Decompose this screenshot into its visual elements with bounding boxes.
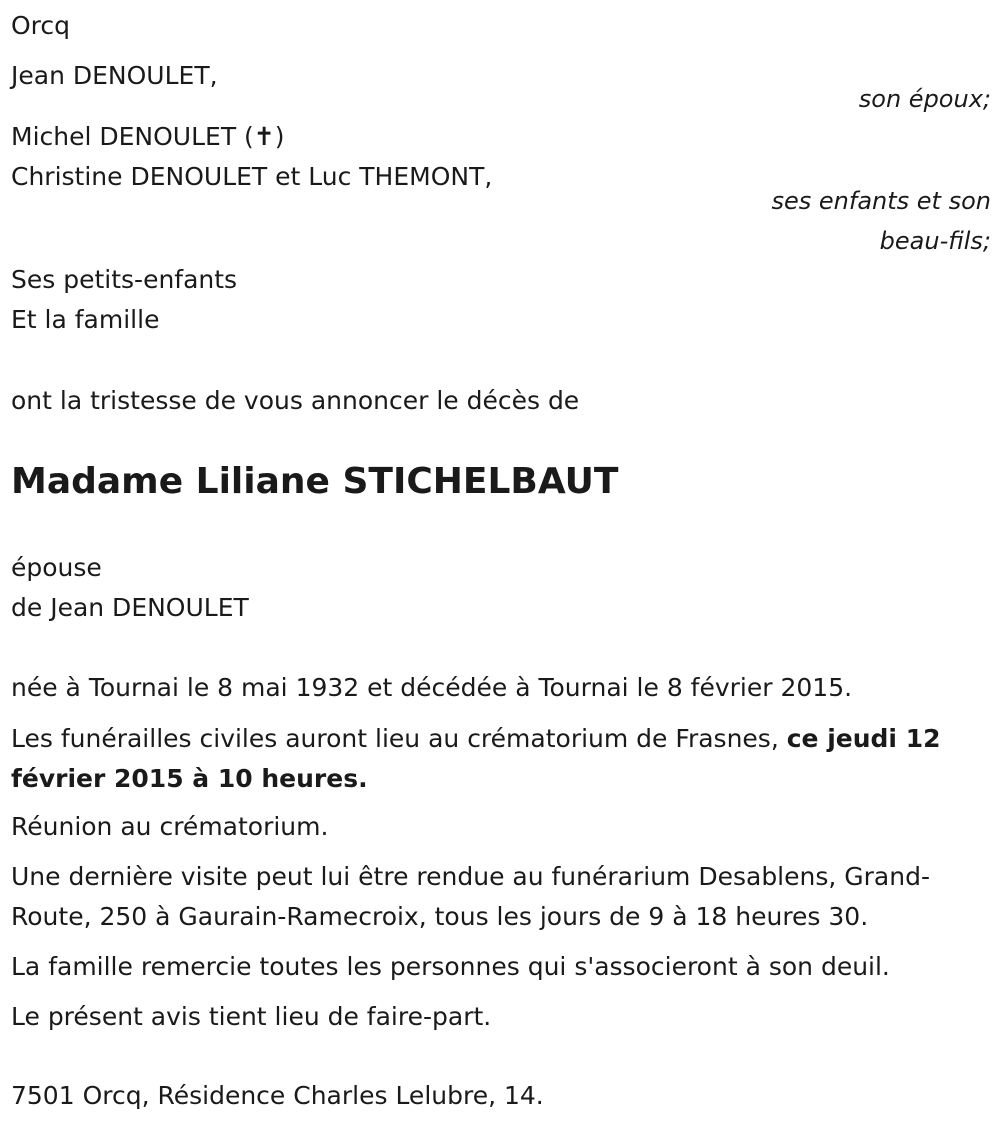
address-text: 7501 Orcq, Résidence Charles Lelubre, 14. xyxy=(11,1081,544,1110)
funeral-paragraph xyxy=(11,719,991,799)
reunion-text: Réunion au crématorium. xyxy=(11,812,329,841)
thanks-text: La famille remercie toutes les personnes qui s'associeront à son deuil. xyxy=(11,952,890,981)
location-text: Orcq xyxy=(11,11,71,40)
funeral-date: ce jeudi 12 février 2015 à 10 heures. xyxy=(11,724,941,793)
deceased-name: Madame Liliane STICHELBAUT xyxy=(11,461,619,502)
notice-text: Le présent avis tient lieu de faire-part. xyxy=(11,1002,492,1031)
announcement-text: ont la tristesse de vous annoncer le décès de xyxy=(11,386,580,415)
birth-death-text: née à Tournai le 8 mai 1932 et décédée à Tournai le 8 février 2015. xyxy=(11,673,853,702)
spouse-name: Jean DENOULET, xyxy=(11,61,218,90)
spouse-role: son époux; xyxy=(858,85,991,113)
family-text: Et la famille xyxy=(11,305,160,334)
relation-line-1: épouse xyxy=(11,553,102,582)
funeral-text: Les funérailles civiles auront lieu au crématorium de Frasnes, xyxy=(11,724,787,753)
visit-text: Une dernière visite peut lui être rendue au funérarium Desablens, Grand-Route, 250 à Gaurain-Ramecroix, tous les jours de 9 à 18 heures 30. xyxy=(11,862,930,931)
child-name-1: Michel DENOULET (✝) xyxy=(11,122,285,151)
grandchildren-text: Ses petits-enfants xyxy=(11,265,238,294)
relation-line-2: de Jean DENOULET xyxy=(11,593,249,622)
children-role-line2: beau-fils; xyxy=(879,227,991,255)
children-role-line1: ses enfants et son xyxy=(771,187,991,215)
child-name-2: Christine DENOULET et Luc THEMONT, xyxy=(11,162,493,191)
